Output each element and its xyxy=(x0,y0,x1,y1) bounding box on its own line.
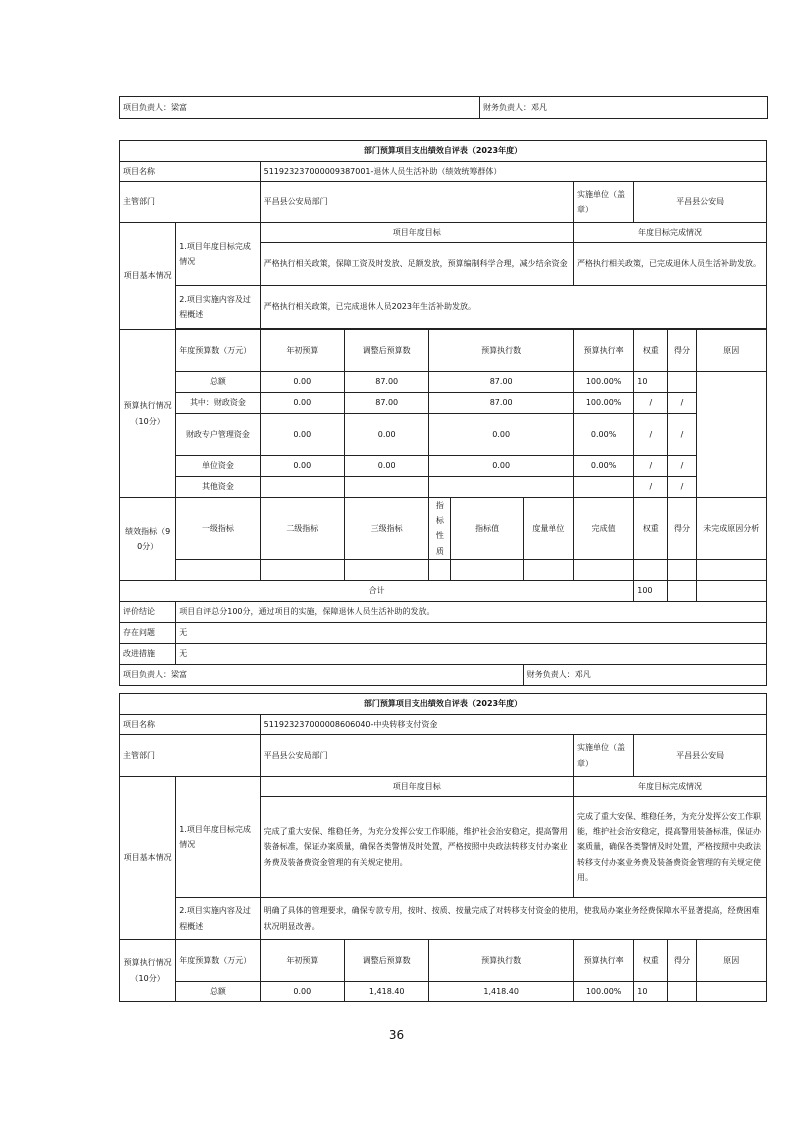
cell-score xyxy=(668,372,696,393)
dept-value: 平昌县公安局部门 xyxy=(260,735,573,777)
evaluation-form-2 xyxy=(119,693,767,1002)
cell-rate xyxy=(573,477,633,498)
cell-executed: 87.00 xyxy=(429,393,574,414)
col-lvl3: 三级指标 xyxy=(345,498,429,560)
cell-initial: 0.00 xyxy=(260,372,344,393)
cell-initial xyxy=(260,477,344,498)
form1-leader: 项目负责人：梁富 xyxy=(120,664,524,685)
label-dept: 主管部门 xyxy=(120,182,261,223)
label-impl-content: 2.项目实施内容及过程概述 xyxy=(176,898,260,940)
cell-score xyxy=(668,982,696,1002)
cell-adjusted: 87.00 xyxy=(345,372,429,393)
cell-adjusted: 1,418.40 xyxy=(345,982,429,1002)
col-exec-rate: 预算执行率 xyxy=(573,940,633,982)
cell-rate: 0.00% xyxy=(573,414,633,456)
row-name: 总额 xyxy=(176,982,260,1002)
col-unmet: 未完成原因分析 xyxy=(696,498,766,560)
annual-goal: 严格执行相关政策，保障工资及时发放、足额发放，预算编制科学合理，减少结余资金 xyxy=(260,243,573,286)
col-ind-nature: 指标性质 xyxy=(429,498,451,560)
label-budget-amount: 年度预算数（万元） xyxy=(176,330,260,372)
cell-initial: 0.00 xyxy=(260,456,344,477)
finance-leader: 财务负责人：邓凡 xyxy=(480,97,768,119)
cell-score: / xyxy=(668,414,696,456)
goal-header: 项目年度目标 xyxy=(260,777,573,797)
label-basic-info: 项目基本情况 xyxy=(120,777,176,940)
project-name: 511923237000009387001-退休人员生活补助（绩效统筹群体） xyxy=(260,162,766,182)
dept-value: 平昌县公安局部门 xyxy=(260,182,573,223)
cell-adjusted: 0.00 xyxy=(345,456,429,477)
cell-initial: 0.00 xyxy=(260,414,344,456)
label-budget-exec: 预算执行情况（10分） xyxy=(120,330,176,498)
col-adjusted: 调整后预算数 xyxy=(345,330,429,372)
form-title: 部门预算项目支出绩效自评表（2023年度） xyxy=(120,694,767,715)
col-weight: 权重 xyxy=(634,330,668,372)
cell-weight: / xyxy=(634,414,668,456)
total-weight: 100 xyxy=(634,580,668,601)
cell-rate: 0.00% xyxy=(573,456,633,477)
top-signature-strip xyxy=(119,96,768,119)
cell-reason xyxy=(696,372,766,498)
row-name: 其他资金 xyxy=(176,477,260,498)
label-conclusion: 评价结论 xyxy=(120,601,176,622)
cell-rate: 100.00% xyxy=(573,982,633,1002)
row-name: 财政专户管理资金 xyxy=(176,414,260,456)
col-ind-value: 指标值 xyxy=(451,498,523,560)
col-executed: 预算执行数 xyxy=(429,330,574,372)
label-budget-amount: 年度预算数（万元） xyxy=(176,940,260,982)
label-impl-unit: 实施单位（盖章） xyxy=(573,182,633,223)
cell-reason xyxy=(696,982,766,1002)
col-weight: 权重 xyxy=(634,940,668,982)
cell-score: / xyxy=(668,477,696,498)
cell-score: / xyxy=(668,393,696,414)
col-score: 得分 xyxy=(668,330,696,372)
label-project-name: 项目名称 xyxy=(120,715,261,735)
col-initial: 年初预算 xyxy=(260,940,344,982)
col-score: 得分 xyxy=(668,940,696,982)
cell-rate: 100.00% xyxy=(573,393,633,414)
conclusion: 项目自评总分100分，通过项目的实施，保障退休人员生活补助的发放。 xyxy=(176,601,767,622)
cell-weight: / xyxy=(634,393,668,414)
col-initial: 年初预算 xyxy=(260,330,344,372)
project-name: 511923237000008606040-中央转移支付资金 xyxy=(260,715,766,735)
row-name: 总额 xyxy=(176,372,260,393)
cell-executed: 0.00 xyxy=(429,414,574,456)
cell-executed: 0.00 xyxy=(429,456,574,477)
col-adjusted: 调整后预算数 xyxy=(345,940,429,982)
label-perf: 绩效指标（90分） xyxy=(120,498,176,581)
col-reason: 原因 xyxy=(696,330,766,372)
col-measure-unit: 度量单位 xyxy=(523,498,573,560)
col-executed: 预算执行数 xyxy=(429,940,574,982)
label-total: 合计 xyxy=(120,580,634,601)
label-dept: 主管部门 xyxy=(120,735,261,777)
cell-initial: 0.00 xyxy=(260,393,344,414)
cell-score: / xyxy=(668,456,696,477)
cell-initial: 0.00 xyxy=(260,982,344,1002)
label-annual-goal: 1.项目年度目标完成情况 xyxy=(176,223,260,286)
cell-weight: 10 xyxy=(634,372,668,393)
row-name: 其中：财政资金 xyxy=(176,393,260,414)
col-score-2: 得分 xyxy=(668,498,696,560)
page-number: 36 xyxy=(388,1028,405,1042)
row-name: 单位资金 xyxy=(176,456,260,477)
goal-done: 严格执行相关政策，已完成退休人员生活补助发放。 xyxy=(573,243,766,286)
annual-goal: 完成了重大安保、维稳任务，为充分发挥公安工作职能，维护社会治安稳定，提高警用装备标准，保证办案质量，确保各类警情及时处置，严格按照中央政法转移支付办案业务费及装备费资金管理的有关规定使用。 xyxy=(260,797,573,898)
cell-weight: / xyxy=(634,477,668,498)
evaluation-form-1 xyxy=(119,140,767,686)
impl-content: 明确了具体的管理要求，确保专款专用，按时、按质、按量完成了对转移支付资金的使用，使我局办案业务经费保障水平显著提高，经费困难状况明显改善。 xyxy=(260,898,766,940)
col-weight-2: 权重 xyxy=(634,498,668,560)
label-impl-unit: 实施单位（盖章） xyxy=(573,735,633,777)
label-budget-exec: 预算执行情况（10分） xyxy=(120,940,176,1002)
col-completed: 完成值 xyxy=(573,498,633,560)
label-impl-content: 2.项目实施内容及过程概述 xyxy=(176,286,260,329)
goal-done-header: 年度目标完成情况 xyxy=(573,223,766,243)
goal-header: 项目年度目标 xyxy=(260,223,573,243)
cell-adjusted: 87.00 xyxy=(345,393,429,414)
form-title: 部门预算项目支出绩效自评表（2023年度） xyxy=(120,141,767,162)
col-reason: 原因 xyxy=(696,940,766,982)
label-improve: 改进措施 xyxy=(120,643,176,664)
cell-adjusted: 0.00 xyxy=(345,414,429,456)
col-lvl2: 二级指标 xyxy=(260,498,344,560)
impl-content: 严格执行相关政策，已完成退休人员2023年生活补助发放。 xyxy=(260,286,766,329)
project-leader: 项目负责人：梁富 xyxy=(120,97,480,119)
cell-rate: 100.00% xyxy=(573,372,633,393)
label-issues: 存在问题 xyxy=(120,622,176,643)
impl-unit-value: 平昌县公安局 xyxy=(634,182,767,223)
impl-unit-value: 平昌县公安局 xyxy=(634,735,767,777)
label-basic-info: 项目基本情况 xyxy=(120,223,176,330)
col-exec-rate: 预算执行率 xyxy=(573,330,633,372)
cell-weight: / xyxy=(634,456,668,477)
cell-executed xyxy=(429,477,574,498)
cell-executed: 87.00 xyxy=(429,372,574,393)
form1-finance: 财务负责人：邓凡 xyxy=(523,664,766,685)
col-lvl1: 一级指标 xyxy=(176,498,260,560)
improve: 无 xyxy=(176,643,767,664)
issues: 无 xyxy=(176,622,767,643)
goal-done-header: 年度目标完成情况 xyxy=(573,777,766,797)
goal-done: 完成了重大安保、维稳任务，为充分发挥公安工作职能，维护社会治安稳定，提高警用装备标准，保证办案质量，确保各类警情及时处置，严格按照中央政法转移支付办案业务费及装备费资金管理的有关规定使用。 xyxy=(573,797,766,898)
label-annual-goal: 1.项目年度目标完成情况 xyxy=(176,777,260,898)
label-project-name: 项目名称 xyxy=(120,162,261,182)
cell-weight: 10 xyxy=(634,982,668,1002)
cell-adjusted xyxy=(345,477,429,498)
cell-executed: 1,418.40 xyxy=(429,982,574,1002)
